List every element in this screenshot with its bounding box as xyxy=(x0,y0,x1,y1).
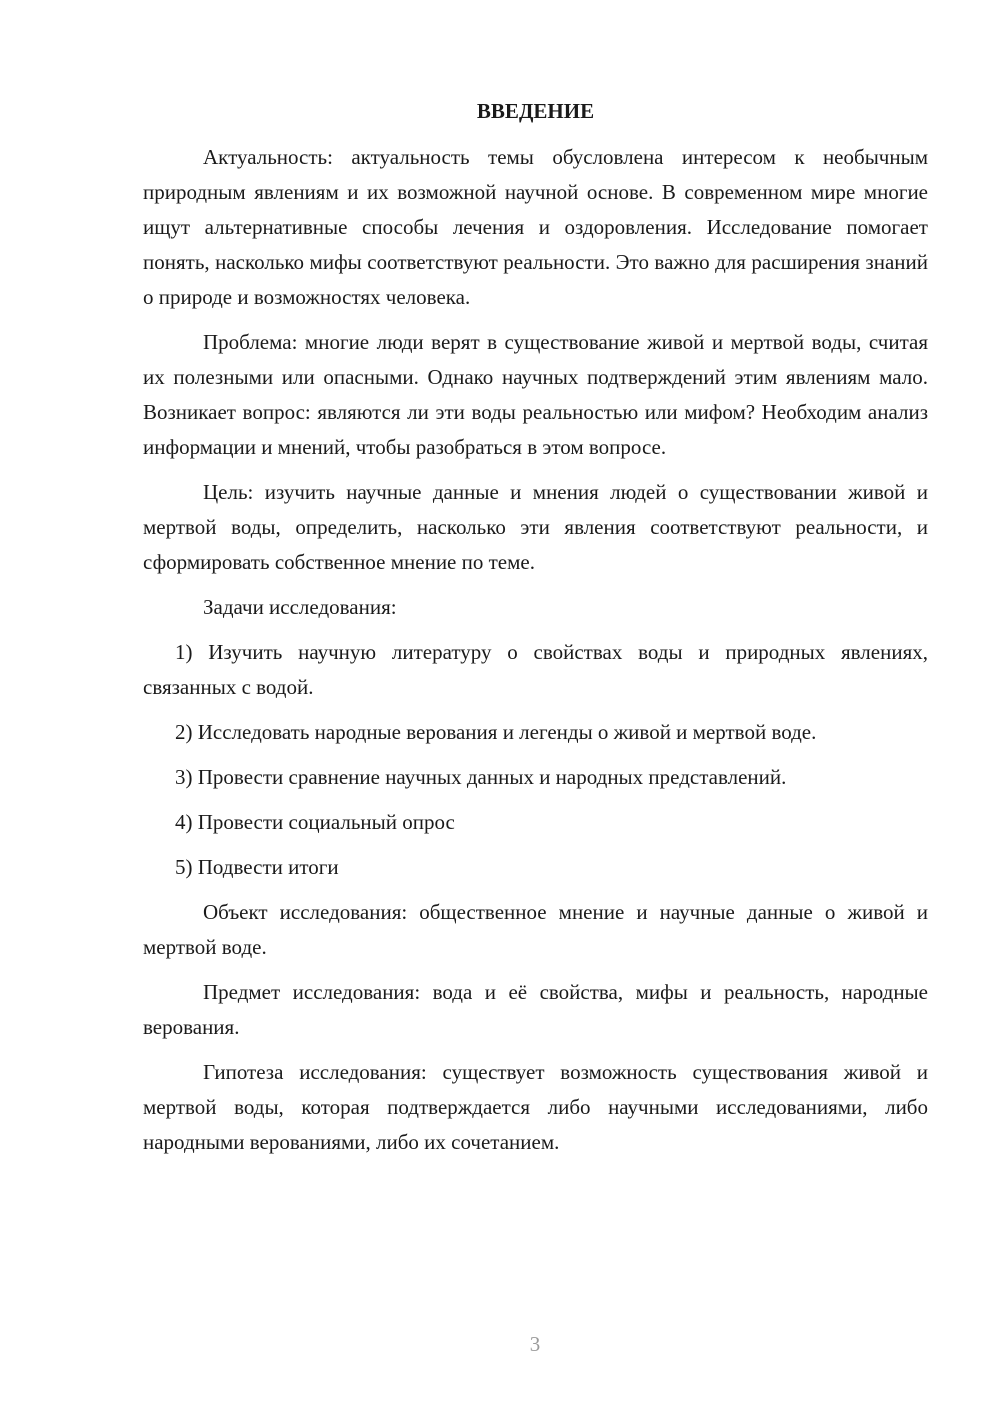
tasks-heading: Задачи исследования: xyxy=(203,595,397,619)
task-item-4: 4) Провести социальный опрос xyxy=(175,810,455,834)
paragraph-subject: Предмет исследования: вода и её свойства, мифы и реальность, народные верования. xyxy=(143,980,928,1039)
task-item-3: 3) Провести сравнение научных данных и народных представлений. xyxy=(175,765,787,789)
paragraph-goal: Цель: изучить научные данные и мнения людей о существовании живой и мертвой воды, определить, насколько эти явления соответствуют реальности, и сформировать собственное мнение по теме. xyxy=(143,480,928,574)
page-number: 3 xyxy=(529,1332,541,1356)
task-item-1: 1) Изучить научную литературу о свойствах воды и природных явлениях, связанных с водой. xyxy=(143,640,928,699)
paragraph-problem: Проблема: многие люди верят в существование живой и мертвой воды, считая их полезными или опасными. Однако научных подтверждений этим явлениям мало. Возникает вопрос: являются ли эти воды реальностью или мифом? Необходим анализ информации и мнений, чтобы разобраться в этом вопросе. xyxy=(143,330,928,459)
task-item-2: 2) Исследовать народные верования и легенды о живой и мертвой воде. xyxy=(175,720,817,744)
page-title: ВВЕДЕНИЕ xyxy=(476,99,595,123)
task-item-5: 5) Подвести итоги xyxy=(175,855,339,879)
paragraph-hypothesis: Гипотеза исследования: существует возможность существования живой и мертвой воды, которая подтверждается либо научными исследованиями, либо народными верованиями, либо их сочетанием. xyxy=(143,1060,928,1154)
paragraph-object: Объект исследования: общественное мнение и научные данные о живой и мертвой воде. xyxy=(143,900,928,959)
document-page xyxy=(143,96,928,1170)
tasks-list xyxy=(143,635,928,885)
paragraph-relevance: Актуальность: актуальность темы обусловлена интересом к необычным природным явлениям и их возможной научной основе. В современном мире многие ищут альтернативные способы лечения и оздоровления. Исследование помогает понять, насколько мифы соответствуют реальности. Это важно для расширения знаний о природе и возможностях человека. xyxy=(143,145,928,309)
